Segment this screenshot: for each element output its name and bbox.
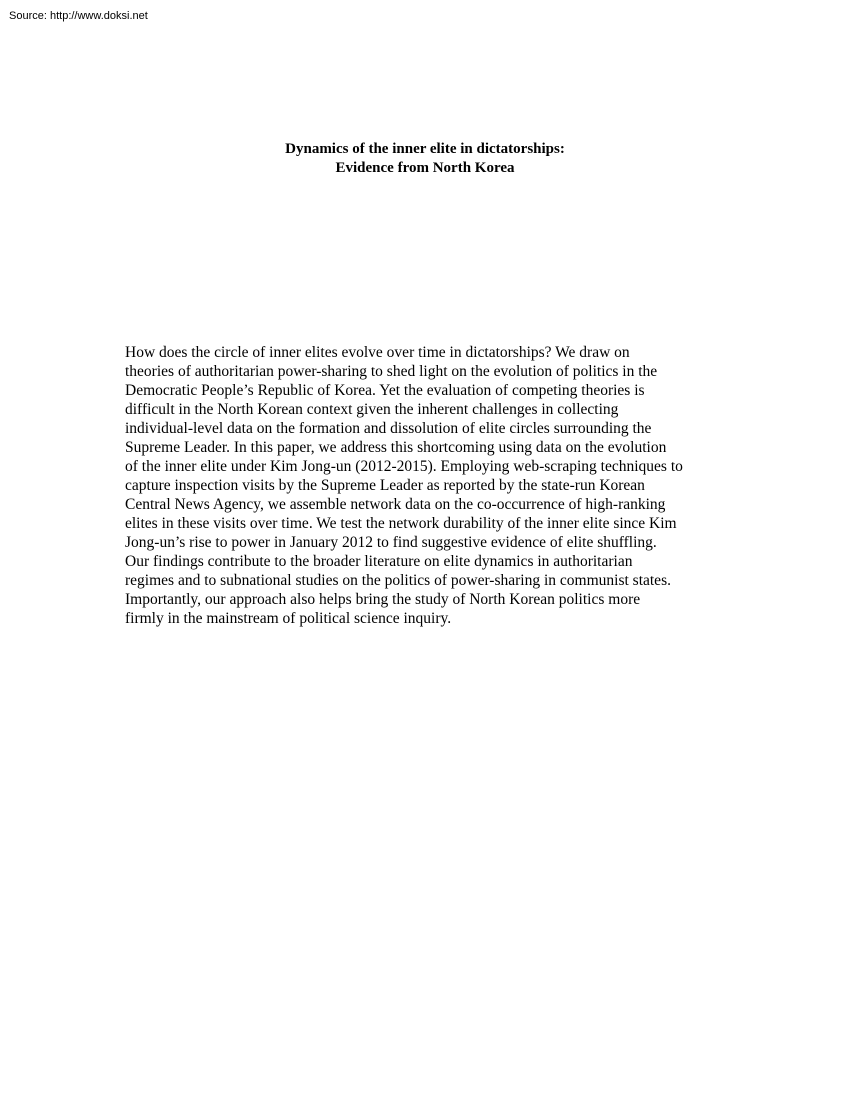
abstract-line: elites in these visits over time. We test the network durability of the inner elite since Kim <box>125 515 677 532</box>
abstract-line: capture inspection visits by the Supreme Leader as reported by the state-run Korean <box>125 477 645 494</box>
title-line-2: Evidence from North Korea <box>335 160 515 176</box>
abstract-line: theories of authoritarian power-sharing to shed light on the evolution of politics in the <box>125 363 658 380</box>
abstract-line: How does the circle of inner elites evolve over time in dictatorships? We draw on <box>125 344 630 361</box>
title-line-1: Dynamics of the inner elite in dictatorships: <box>285 141 565 157</box>
source-label: Source: http://www.doksi.net <box>9 10 148 22</box>
abstract-paragraph <box>125 343 735 628</box>
abstract-line: regimes and to subnational studies on the politics of power-sharing in communist states. <box>125 572 671 589</box>
abstract-line: Our findings contribute to the broader literature on elite dynamics in authoritarian <box>125 553 633 570</box>
abstract-line: firmly in the mainstream of political science inquiry. <box>125 610 452 627</box>
abstract-line: individual-level data on the formation and dissolution of elite circles surrounding the <box>125 420 652 437</box>
abstract-line: Democratic People’s Republic of Korea. Yet the evaluation of competing theories is <box>125 382 645 399</box>
abstract-line: Supreme Leader. In this paper, we address this shortcoming using data on the evolution <box>125 439 667 456</box>
abstract-line: Central News Agency, we assemble network data on the co-occurrence of high-ranking <box>125 496 666 513</box>
page-title <box>0 140 850 178</box>
abstract-line: Importantly, our approach also helps bring the study of North Korean politics more <box>125 591 641 608</box>
abstract-line: Jong-un’s rise to power in January 2012 to find suggestive evidence of elite shuffling. <box>125 534 657 551</box>
abstract-line: of the inner elite under Kim Jong-un (2012-2015). Employing web-scraping techniques to <box>125 458 683 475</box>
abstract-line: difficult in the North Korean context given the inherent challenges in collecting <box>125 401 619 418</box>
